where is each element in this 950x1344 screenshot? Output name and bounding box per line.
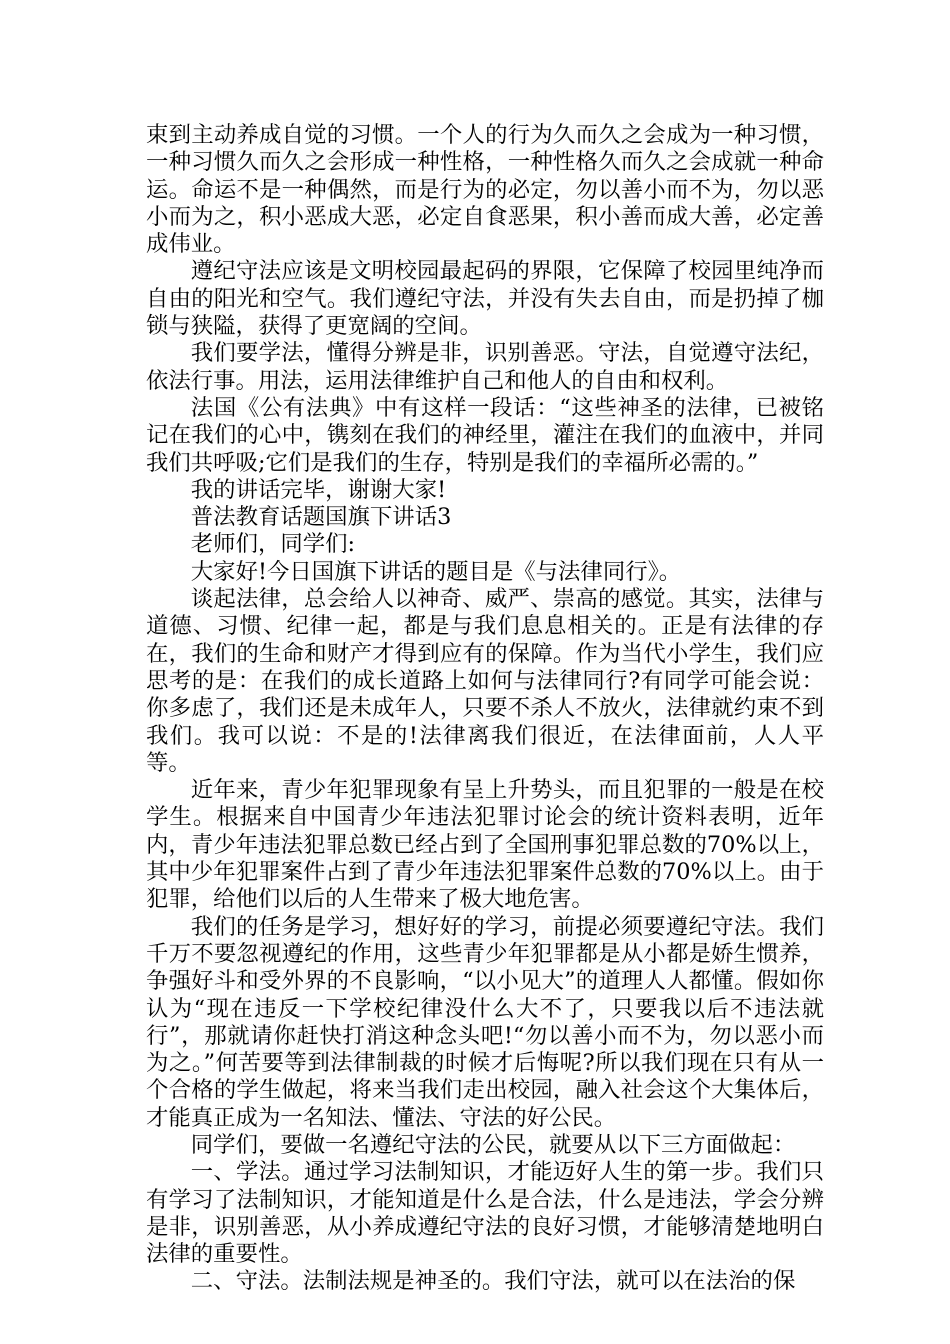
- paragraph-10: 近年来，青少年犯罪现象有呈上升势头，而且犯罪的一般是在校学生。根据来自中国青少年违法犯罪讨论会的统计资料表明，近年内，青少年违法犯罪总数已经占到了全国刑事犯罪总数的70%以上，其中少年犯罪案件占到了青少年违法犯罪案件总数的70%以上。由于犯罪，给他们以后的人生带来了极大地危害。: [146, 777, 824, 913]
- paragraph-11: 我们的任务是学习，想好好的学习，前提必须要遵纪守法。我们千万不要忽视遵纪的作用，这些青少年犯罪都是从小都是娇生惯养，争强好斗和受外界的不良影响，“以小见大”的道理人人都懂。假如你认为“现在违反一下学校纪律没什么大不了，只要我以后不违法就行”，那就请你赶快打消这种念头吧!“勿以善小而不为，勿以恶小而为之。”何苦要等到法律制裁的时候才后悔呢?所以我们现在只有从一个合格的学生做起，将来当我们走出校园，融入社会这个大集体后，才能真正成为一名知法、懂法、守法的好公民。: [146, 913, 824, 1131]
- paragraph-13: 一、学法。通过学习法制知识，才能迈好人生的第一步。我们只有学习了法制知识，才能知道是什么是合法，什么是违法，学会分辨是非，识别善恶，从小养成遵纪守法的良好习惯，才能够清楚地明白法律的重要性。: [146, 1159, 824, 1268]
- section-title: 普法教育话题国旗下讲话3: [190, 504, 452, 531]
- salutation: 老师们，同学们:: [190, 531, 356, 558]
- paragraph-8: 大家好!今日国旗下讲话的题目是《与法律同行》。: [190, 558, 682, 585]
- paragraph-2: 遵纪守法应该是文明校园最起码的界限，它保障了校园里纯净而自由的阳光和空气。我们遵纪守法，并没有失去自由，而是扔掉了枷锁与狭隘，获得了更宽阔的空间。: [146, 258, 824, 340]
- paragraph-9: 谈起法律，总会给人以神奇、威严、崇高的感觉。其实，法律与道德、习惯、纪律一起，都是与我们息息相关的。正是有法律的存在，我们的生命和财产才得到应有的保障。作为当代小学生，我们应思考的是：在我们的成长道路上如何与法律同行?有同学可能会说：你多虑了，我们还是未成年人，只要不杀人不放火，法律就约束不到我们。我可以说：不是的!法律离我们很近，在法律面前，人人平等。: [146, 586, 824, 776]
- paragraph-12: 同学们，要做一名遵纪守法的公民，就要从以下三方面做起：: [190, 1131, 796, 1158]
- paragraph-14: 二、守法。法制法规是神圣的。我们守法，就可以在法治的保: [190, 1268, 796, 1295]
- paragraph-1: 束到主动养成自觉的习惯。一个人的行为久而久之会成为一种习惯，一种习惯久而久之会形成一种性格，一种性格久而久之会成就一种命运。命运不是一种偶然，而是行为的必定，勿以善小而不为，勿以恶小而为之，积小恶成大恶，必定自食恶果，积小善而成大善，必定善成伟业。: [146, 122, 824, 258]
- paragraph-4: 法国《公有法典》中有这样一段话：“这些神圣的法律，已被铭记在我们的心中，镌刻在我们的神经里，灌注在我们的血液中，并同我们共呼吸;它们是我们的生存，特别是我们的幸福所必需的。”: [146, 394, 824, 476]
- paragraph-5: 我的讲话完毕，谢谢大家!: [190, 476, 447, 503]
- paragraph-3: 我们要学法，懂得分辨是非，识别善恶。守法，自觉遵守法纪，依法行事。用法，运用法律维护自己和他人的自由和权利。: [146, 340, 824, 394]
- document-page: [146, 122, 824, 1296]
